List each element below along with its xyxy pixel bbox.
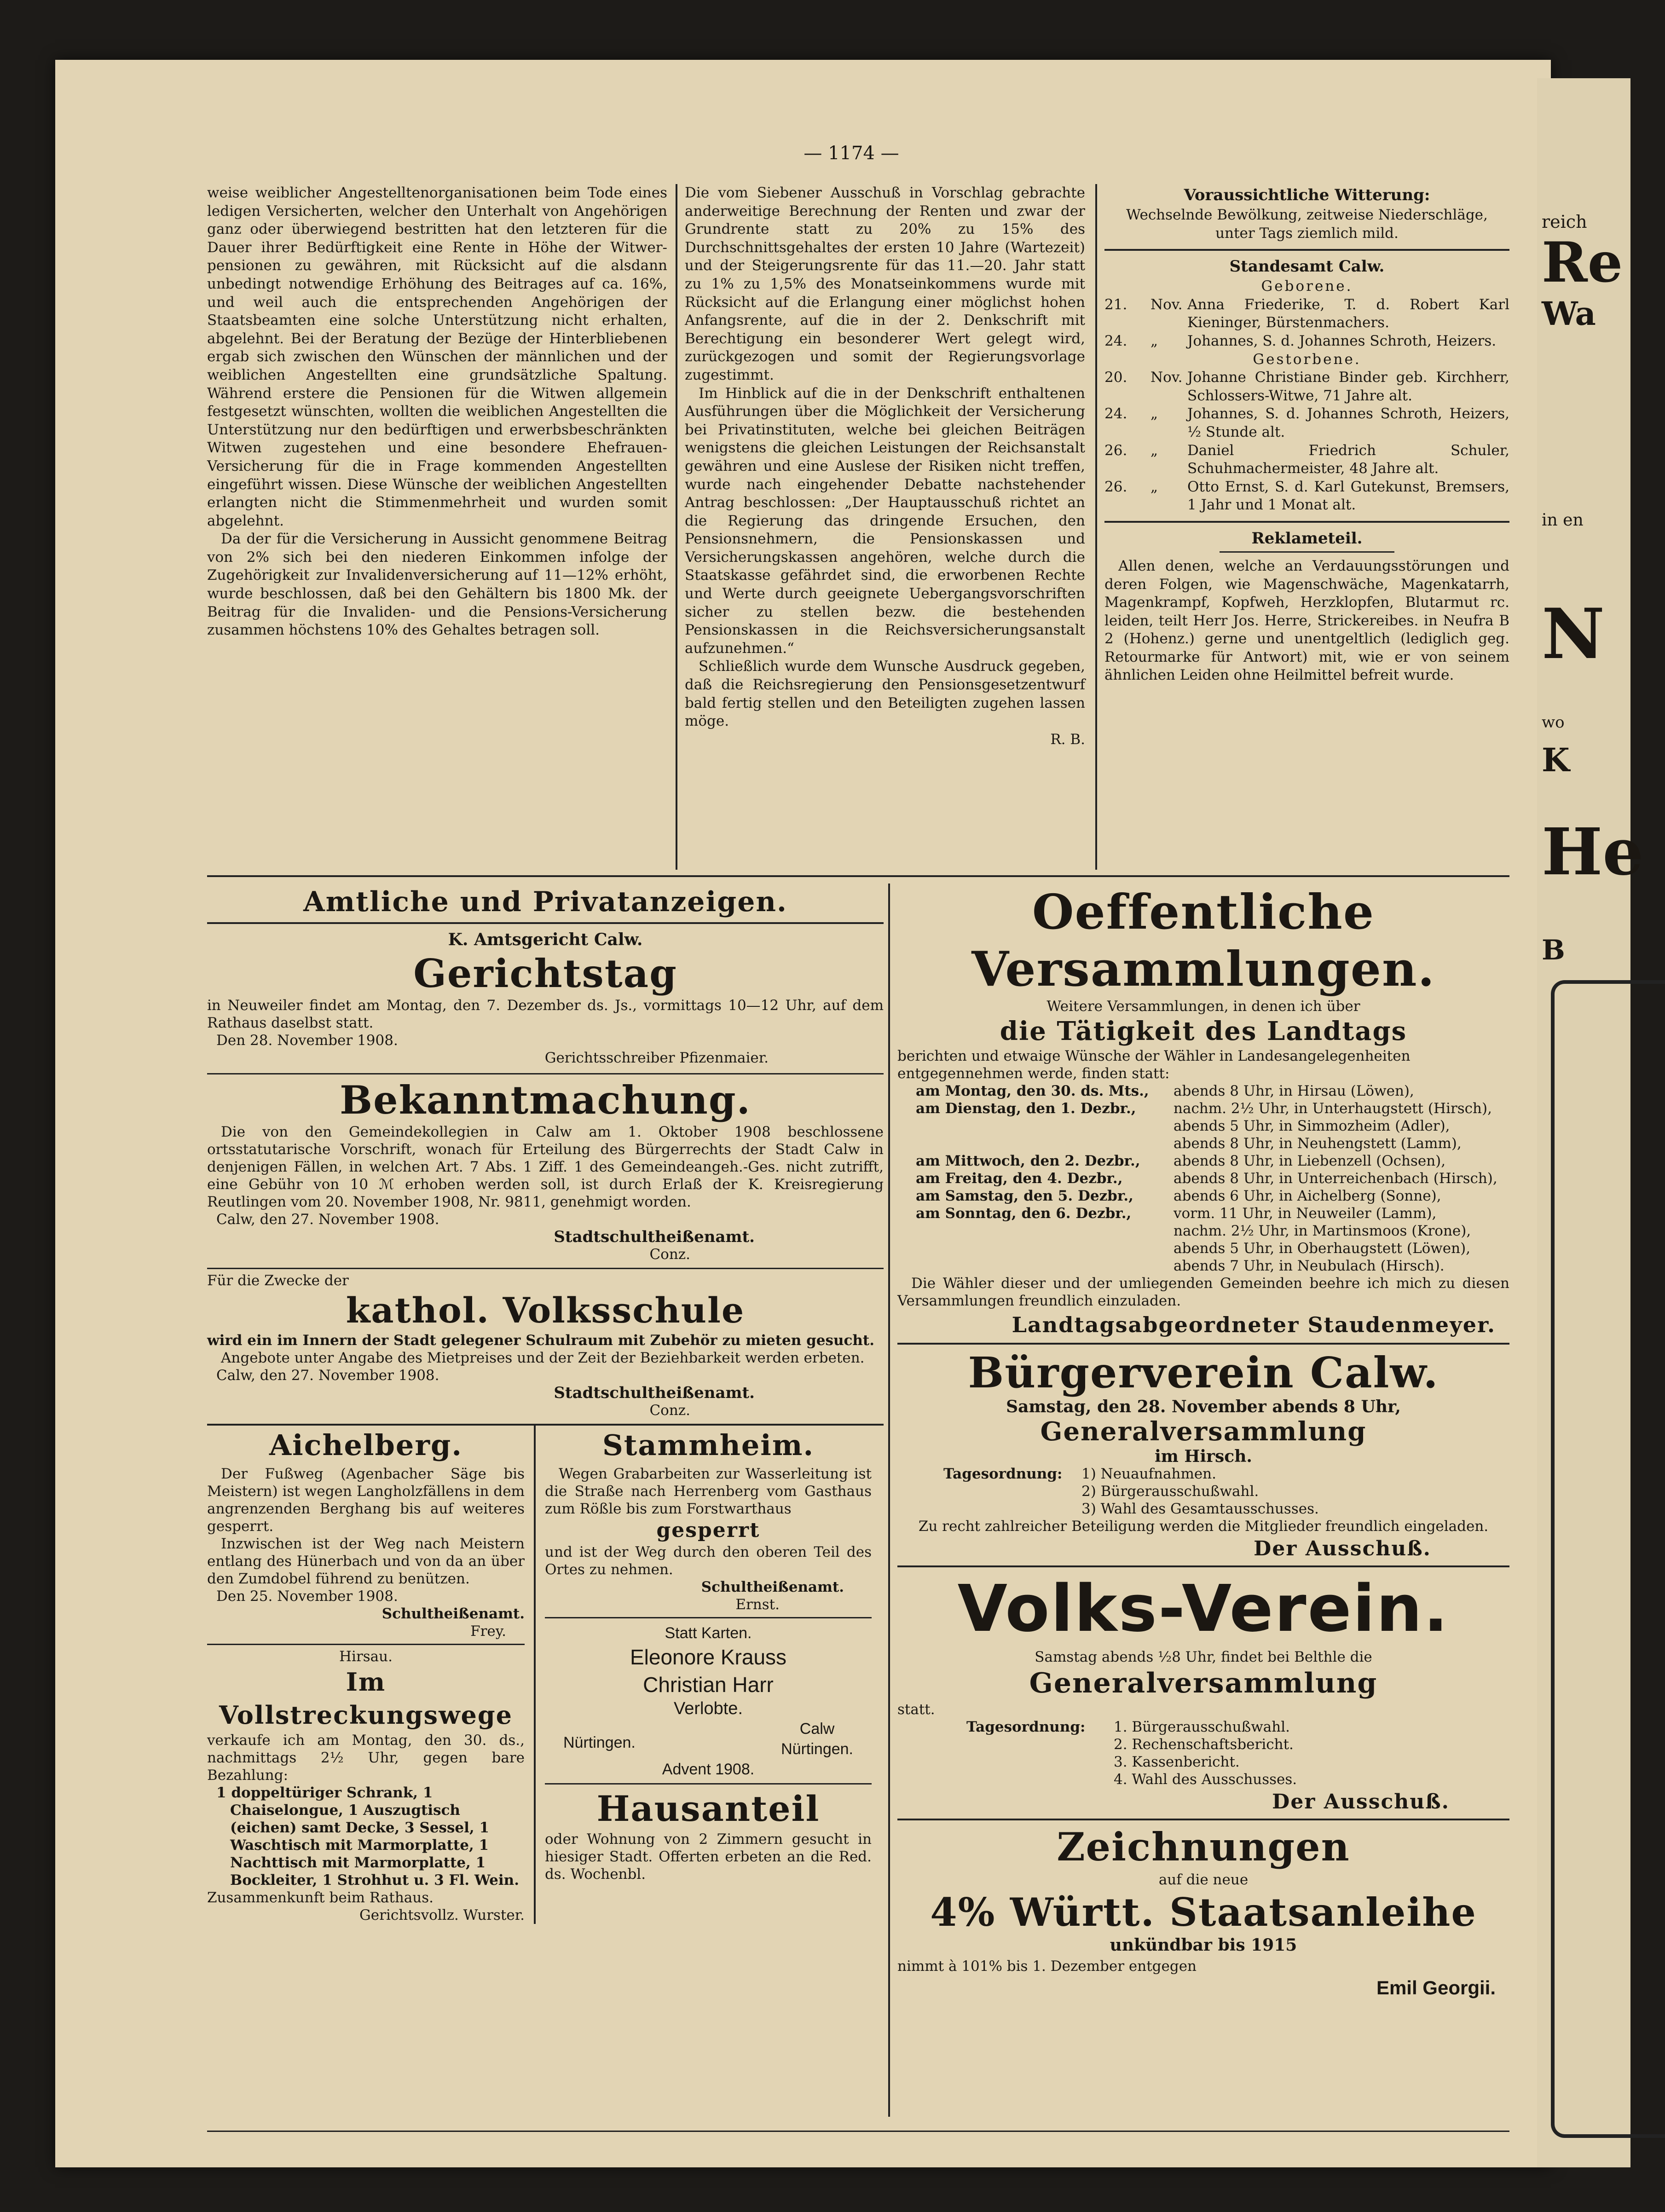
side-text: Re: [1542, 230, 1623, 295]
column-rule: [1095, 184, 1097, 870]
rule: [897, 1819, 1509, 1820]
buergerverein-agenda: Tagesordnung: 1) Neuaufnahmen. 2) Bürgerausschußwahl. 3) Wahl des Gesamtausschusses.: [943, 1466, 1319, 1517]
registry-entry: 20. Nov. Johanne Christiane Binder geb. Kirchherr, Schlossers-Witwe, 71 Jahre alt.: [1104, 369, 1509, 404]
side-text: Wa: [1542, 295, 1596, 333]
loan-sub: auf die neue: [1158, 1871, 1249, 1888]
weather-title: Voraussichtliche Witterung:: [1184, 186, 1430, 204]
ad-title: Reklameteil.: [1251, 529, 1363, 548]
rule: [207, 1268, 884, 1269]
article-column-3: [1104, 184, 1509, 685]
school-intro: Für die Zwecke der: [207, 1272, 349, 1289]
buergerverein-note: Zu recht zahlreicher Beteiligung werden die Mitglieder freundlich eingeladen.: [918, 1518, 1489, 1535]
side-box: [1551, 980, 1665, 2138]
meetings-title: Oeffentliche Versammlungen.: [971, 884, 1435, 997]
aichelberg-date: Den 25. November 1908.: [216, 1588, 398, 1605]
notice-title: Bekanntmachung.: [340, 1077, 751, 1123]
aichelberg-signature: Frey.: [470, 1623, 506, 1640]
col2-paragraph: Schließlich wurde dem Wunsche Ausdruck gegeben, daß die Reichsregierung den Pensionsgesetzentwurf bald fertig stellen und den Beteiligten zugehen lassen möge.: [685, 658, 1085, 730]
stammheim-text-2: und ist der Weg durch den oberen Teil des Ortes zu nehmen.: [545, 1544, 872, 1578]
rule: [1104, 521, 1509, 523]
hirsau-place: Hirsau.: [339, 1648, 393, 1665]
court-office: K. Amtsgericht Calw.: [448, 930, 643, 949]
adjacent-page-fragment: [1537, 78, 1644, 2167]
school-text-2: Angebote unter Angabe des Mietpreises und der Zeit der Beziehbarkeit werden erbeten.: [221, 1350, 865, 1366]
engagement-name-1: Eleonore Krauss: [630, 1645, 787, 1669]
registry-title: Standesamt Calw.: [1229, 257, 1385, 276]
meeting-time-place: abends 5 Uhr, in Oberhaugstett (Löwen),: [1174, 1240, 1471, 1257]
buergerverein-signature: Der Ausschuß.: [1254, 1537, 1431, 1560]
aichelberg-title: Aichelberg.: [269, 1428, 462, 1462]
ad-text: Allen denen, welche an Verdauungsstörungen und deren Folgen, wie Magenschwäche, Magenkatarrh, Magenkrampf, Kopfweh, Herzklopfen, Blutarmut rc. leiden, teilt Herr Jos. Herre, Strickereibes. in Neufra B 2 (Hohenz.) gerne und unentgeltlich (lediglich geg. Retourmarke für Antwort) mit, wie er von seinem ähnlichen Leiden ohne Heilmittel befreit wurde.: [1104, 557, 1509, 684]
volksverein-signature: Der Ausschuß.: [1272, 1790, 1450, 1813]
official-ads-title: Amtliche und Privatanzeigen.: [303, 886, 787, 918]
meeting-day: am Dienstag, den 1. Dezbr.,: [916, 1100, 1136, 1117]
notice-date: Calw, den 27. November 1908.: [216, 1211, 439, 1228]
rule: [545, 1617, 872, 1618]
side-text: wo: [1542, 713, 1565, 732]
meetings-subject: die Tätigkeit des Landtags: [1000, 1016, 1407, 1046]
aichelberg-text: Der Fußweg (Agenbacher Säge bis Meistern) ist wegen Langholzfällens in dem angrenzenden Berghang bis auf weiteres gesperrt.: [207, 1466, 525, 1535]
notice-office: Stadtschultheißenamt.: [554, 1228, 755, 1246]
born-title: Geborene.: [1261, 278, 1353, 295]
column-rule: [676, 184, 677, 870]
loan-title: Zeichnungen: [1057, 1824, 1350, 1870]
col2-paragraph: Die vom Siebener Ausschuß in Vorschlag gebrachte anderweitige Berechnung der Renten und zwar der Grundrente statt zu 20% zu 15% des Durchschnittsgehaltes der ersten 10 Jahre (Wartezeit) und der Steigerungsrente für das 11.—20. Jahr statt zu 1% zu 1,5% des Monatseinkommens wurde mit Rücksicht auf die Erlangung einer möglichst hohen Anfangsrente, auf die in der 2. Denkschrift mit Berechtigung ein besonderer Wert gelegt wird, zurückgezogen und somit der Regierungsvorlage zugestimmt.: [685, 185, 1085, 383]
volksverein-statt: statt.: [897, 1701, 935, 1718]
meeting-time-place: nachm. 2½ Uhr, in Unterhaugstett (Hirsch),: [1174, 1100, 1492, 1117]
meeting-row: [916, 1152, 1509, 1170]
meeting-day: am Sonntag, den 6. Dezbr.,: [916, 1205, 1132, 1222]
court-date: Den 28. November 1908.: [216, 1032, 398, 1049]
bottom-rule: [207, 2131, 1509, 2132]
buergerverein-title: Bürgerverein Calw.: [968, 1348, 1439, 1398]
meeting-day: [916, 1240, 1174, 1257]
page-number: — 1174 —: [804, 143, 899, 164]
side-text: He: [1542, 814, 1644, 890]
engagement-date: Advent 1908.: [662, 1761, 755, 1778]
small-ads-row: [207, 1426, 884, 1924]
engagement-places: Nürtingen. Calw Nürtingen.: [563, 1720, 853, 1758]
stammheim-office: Schultheißenamt.: [701, 1579, 844, 1595]
rule: [897, 1565, 1509, 1567]
rule: [1220, 551, 1394, 553]
stammheim-signature: Ernst.: [735, 1596, 780, 1613]
newspaper-page: [55, 60, 1551, 2167]
hirsau-meeting: Zusammenkunft beim Rathaus.: [207, 1889, 434, 1906]
school-office: Stadtschultheißenamt.: [554, 1384, 755, 1402]
meeting-row: [916, 1187, 1509, 1205]
loan-term: unkündbar bis 1915: [1110, 1935, 1297, 1955]
section-rule: [207, 875, 1509, 877]
rule: [207, 922, 884, 924]
house-text: oder Wohnung von 2 Zimmern gesucht in hiesiger Stadt. Offerten erbeten an die Red. ds. Wochenbl.: [545, 1831, 872, 1883]
hirsau-signature: Gerichtsvollz. Wurster.: [359, 1907, 525, 1923]
meeting-day: am Freitag, den 4. Dezbr.,: [916, 1170, 1123, 1187]
engagement-line: Statt Karten.: [665, 1624, 752, 1642]
engagement-name-2: Christian Harr: [643, 1673, 774, 1697]
house-title: Hausanteil: [596, 1788, 820, 1829]
hirsau-items: 1 doppeltüriger Schrank, 1 Chaiselongue, 1 Auszugtisch (eichen) samt Decke, 3 Sessel, 1 Waschtisch mit Marmorplatte, 1 Nachttisch mit Marmorplatte, 1 Bockleiter, 1 Strohhut u. 3 Fl. Wein.: [216, 1785, 519, 1889]
hirsau-text: verkaufe ich am Montag, den 30. ds., nachmittags 2½ Uhr, gegen bare Bezahlung:: [207, 1732, 525, 1784]
aichelberg-office: Schultheißenamt.: [382, 1606, 525, 1622]
school-title: kathol. Volksschule: [346, 1290, 745, 1331]
side-text: in en: [1542, 511, 1584, 530]
article-column-2: [685, 184, 1085, 749]
meeting-time-place: nachm. 2½ Uhr, in Martinsmoos (Krone),: [1174, 1223, 1471, 1239]
meeting-row: [916, 1222, 1509, 1240]
meeting-time-place: abends 5 Uhr, in Simmozheim (Adler),: [1174, 1118, 1450, 1134]
side-text: K: [1542, 741, 1570, 779]
meeting-row: [916, 1082, 1509, 1100]
meeting-list: [916, 1082, 1509, 1275]
meetings-column: [897, 884, 1509, 2001]
meeting-day: am Montag, den 30. ds. Mts.,: [916, 1083, 1149, 1099]
meetings-intro: Weitere Versammlungen, in denen ich über: [1046, 998, 1360, 1015]
meeting-day: [916, 1257, 1174, 1275]
meeting-row: [916, 1117, 1509, 1135]
rule: [1104, 249, 1509, 251]
meeting-row: [916, 1205, 1509, 1222]
loan-text: nimmt à 101% bis 1. Dezember entgegen: [897, 1958, 1197, 1975]
volksverein-title: Volks-Verein.: [957, 1571, 1450, 1646]
rule: [545, 1783, 872, 1785]
registry-entry: 26. „ Daniel Friedrich Schuler, Schuhmachermeister, 48 Jahre alt.: [1104, 442, 1509, 477]
registry-entry: 26. „ Otto Ernst, S. d. Karl Gutekunst, Bremsers, 1 Jahr und 1 Monat alt.: [1104, 478, 1509, 514]
meeting-day: [916, 1117, 1174, 1135]
article-column-1: [207, 184, 667, 640]
registry-entry: 21. Nov. Anna Friederike, T. d. Robert Karl Kieninger, Bürstenmachers.: [1104, 296, 1509, 331]
court-signature: Gerichtsschreiber Pfizenmaier.: [544, 1050, 769, 1066]
rule: [207, 1644, 525, 1645]
meeting-row: [916, 1257, 1509, 1275]
meeting-time-place: abends 8 Uhr, in Liebenzell (Ochsen),: [1174, 1153, 1446, 1169]
volksverein-event: Generalversammlung: [1029, 1667, 1378, 1699]
notice-signature: Conz.: [649, 1246, 690, 1263]
loan-name: 4% Württ. Staatsanleihe: [930, 1889, 1477, 1935]
buergerverein-place: im Hirsch.: [1155, 1447, 1252, 1466]
official-ads-column: [207, 884, 884, 1924]
col1-paragraph: weise weiblicher Angestelltenorganisationen beim Tode eines ledigen Versicherten, welcher den Unterhalt von Angehörigen ganz oder überwiegend bestritten hat den letzteren für die Dauer ihrer Bedürftigkeit eine Rente in Höhe der Witwer-pensionen zu gewähren, mit Rücksicht auf die alsdann unbedingt notwendige Erhöhung des Beitrages auf ca. 16%, und weil auch die entsprechenden Angehörigen der Staatsbeamten eine solche Unterstützung nicht erhalten, abgelehnt. Bei der Beratung der Bezüge der Hinterbliebenen ergab sich zwischen den Wünschen der männlichen und der weiblichen Angestellten eine grundsätzliche Spaltung. Während erstere die Pensionen für die Witwen allgemein festgesetzt wünschten, wollten die weiblichen Angestellten die Unterstützung nur den bedürftigen und erwerbsbeschränkten Witwen zugestehen und eine besondere Ehefrauen-Versicherung für die in Frage kommenden Angestellten eingeführt wissen. Diese Wünsche der weiblichen Angestellten erlangten nicht die Stimmenmehrheit und wurden somit abgelehnt.: [207, 185, 667, 529]
side-text: N: [1542, 594, 1605, 675]
meeting-time-place: abends 8 Uhr, in Hirsau (Löwen),: [1174, 1083, 1414, 1099]
aichelberg-text-2: Inzwischen ist der Weg nach Meistern entlang des Hünerbach und von da an über den Zumdobel führend zu benützen.: [207, 1536, 525, 1587]
school-signature: Conz.: [649, 1402, 690, 1419]
died-title: Gestorbene.: [1253, 351, 1361, 368]
court-title: Gerichtstag: [413, 951, 677, 996]
meeting-day: [916, 1222, 1174, 1240]
side-text: reich: [1542, 212, 1587, 232]
col1-paragraph: Da der für die Versicherung in Aussicht genommene Beitrag von 2% sich bei den niederen Einkommen infolge der Zugehörigkeit zur Invalidenversicherung auf 11—12% erhöht, wurde beschlossen, daß bei den Gehältern bis 1800 Mk. der Beitrag für die Invaliden- und die Pensions-Versicherung zusammen höchstens 10% des Gehaltes betragen soll.: [207, 531, 667, 639]
court-text: in Neuweiler findet am Montag, den 7. Dezember ds. Js., vormittags 10—12 Uhr, auf dem Rathaus daselbst statt.: [207, 997, 884, 1031]
weather-text: Wechselnde Bewölkung, zeitweise Niederschläge, unter Tags ziemlich mild.: [1126, 207, 1488, 242]
volksverein-line: Samstag abends ½8 Uhr, findet bei Belthle die: [1035, 1649, 1372, 1665]
side-text: B: [1542, 934, 1565, 966]
rule: [207, 1073, 884, 1074]
meeting-row: [916, 1135, 1509, 1152]
meeting-row: [916, 1100, 1509, 1117]
rule: [897, 1343, 1509, 1345]
meeting-time-place: vorm. 11 Uhr, in Neuweiler (Lamm),: [1174, 1205, 1437, 1222]
column-rule: [888, 884, 890, 2117]
col2-paragraph: Im Hinblick auf die in der Denkschrift enthaltenen Ausführungen über die Möglichkeit der Versicherung bei Privatinstituten, welche bei gleichen Beiträgen wenigstens die gleichen Leistungen der Reichsanstalt gewähren und eine Auslese der Risiken nicht treffen, wurde nach eingehender Debatte nachstehender Antrag beschlossen: „Der Hauptausschuß richtet an die Regierung das dringende Ersuchen, den Pensionsnehmern, die Pensionskassen und Versicherungskassen angehören, welche durch die Staatskasse gefährdet sind, die erworbenen Rechte und Werte durch geeignete Uebergangsvorschriften sicher zu stellen bezw. die bestehenden Pensionskassen in die Reichsversicherungsanstalt aufzunehmen.“: [685, 385, 1085, 657]
meeting-time-place: abends 8 Uhr, in Unterreichenbach (Hirsch),: [1174, 1170, 1497, 1187]
meeting-day: am Samstag, den 5. Dezbr.,: [916, 1188, 1133, 1204]
volksverein-agenda: Tagesordnung: 1. Bürgerausschußwahl. 2. Rechenschaftsbericht. 3. Kassenbericht. 4. Wahl des Ausschusses.: [966, 1719, 1297, 1788]
engagement-word: Verlobte.: [674, 1699, 743, 1718]
buergerverein-event: Generalversammlung: [1040, 1416, 1367, 1447]
loan-signature: Emil Georgii.: [1376, 1977, 1496, 1998]
small-ads-left: [207, 1426, 536, 1924]
stammheim-closed: gesperrt: [656, 1519, 760, 1542]
engagement-card: [545, 1623, 872, 1779]
stammheim-text: Wegen Grabarbeiten zur Wasserleitung ist die Straße nach Herrenberg vom Gasthaus zum Rößle bis zum Forstwarthaus: [545, 1466, 872, 1517]
meeting-day: [916, 1135, 1174, 1152]
meetings-intro-2: berichten und etwaige Wünsche der Wähler in Landesangelegenheiten entgegennehmen werde, finden statt:: [897, 1048, 1411, 1082]
registry-entry: 24. „ Johannes, S. d. Johannes Schroth, Heizers.: [1104, 332, 1497, 349]
meeting-row: [916, 1240, 1509, 1257]
school-text: wird ein im Innern der Stadt gelegener Schulraum mit Zubehör zu mieten gesucht.: [207, 1332, 875, 1349]
meetings-signature: Landtagsabgeordneter Staudenmeyer.: [1012, 1312, 1496, 1337]
hirsau-title: Im Vollstreckungswege: [219, 1667, 513, 1730]
notice-text: Die von den Gemeindekollegien in Calw am 1. Oktober 1908 beschlossene ortsstatutarische Vorschrift, wonach für Erteilung des Bürgerrechts der Stadt Calw in denjenigen Fällen, in welchen Art. 7 Abs. 1 Ziff. 1 des Gemeindeangeh.-Ges. nicht zutrifft, eine Gebühr von 10 ℳ erhoben werden soll, ist durch Erlaß der K. Kreisregierung Reutlingen vom 20. November 1908, Nr. 9811, genehmigt worden.: [207, 1124, 884, 1210]
school-date: Calw, den 27. November 1908.: [216, 1367, 439, 1384]
meeting-time-place: abends 7 Uhr, in Neubulach (Hirsch).: [1174, 1258, 1445, 1274]
stammheim-title: Stammheim.: [602, 1428, 815, 1462]
col2-signature: R. B.: [1050, 731, 1085, 748]
meeting-row: [916, 1170, 1509, 1187]
meetings-outro: Die Wähler dieser und der umliegenden Gemeinden beehre ich mich zu diesen Versammlungen freundlich einzuladen.: [897, 1275, 1509, 1309]
registry-entry: 24. „ Johannes, S. d. Johannes Schroth, Heizers, ½ Stunde alt.: [1104, 405, 1509, 440]
small-ads-right: [536, 1426, 872, 1924]
meeting-time-place: abends 8 Uhr, in Neuhengstett (Lamm),: [1174, 1135, 1462, 1152]
buergerverein-date: Samstag, den 28. November abends 8 Uhr,: [1006, 1397, 1401, 1416]
meeting-day: am Mittwoch, den 2. Dezbr.,: [916, 1153, 1140, 1169]
meeting-time-place: abends 6 Uhr, in Aichelberg (Sonne),: [1174, 1188, 1441, 1204]
